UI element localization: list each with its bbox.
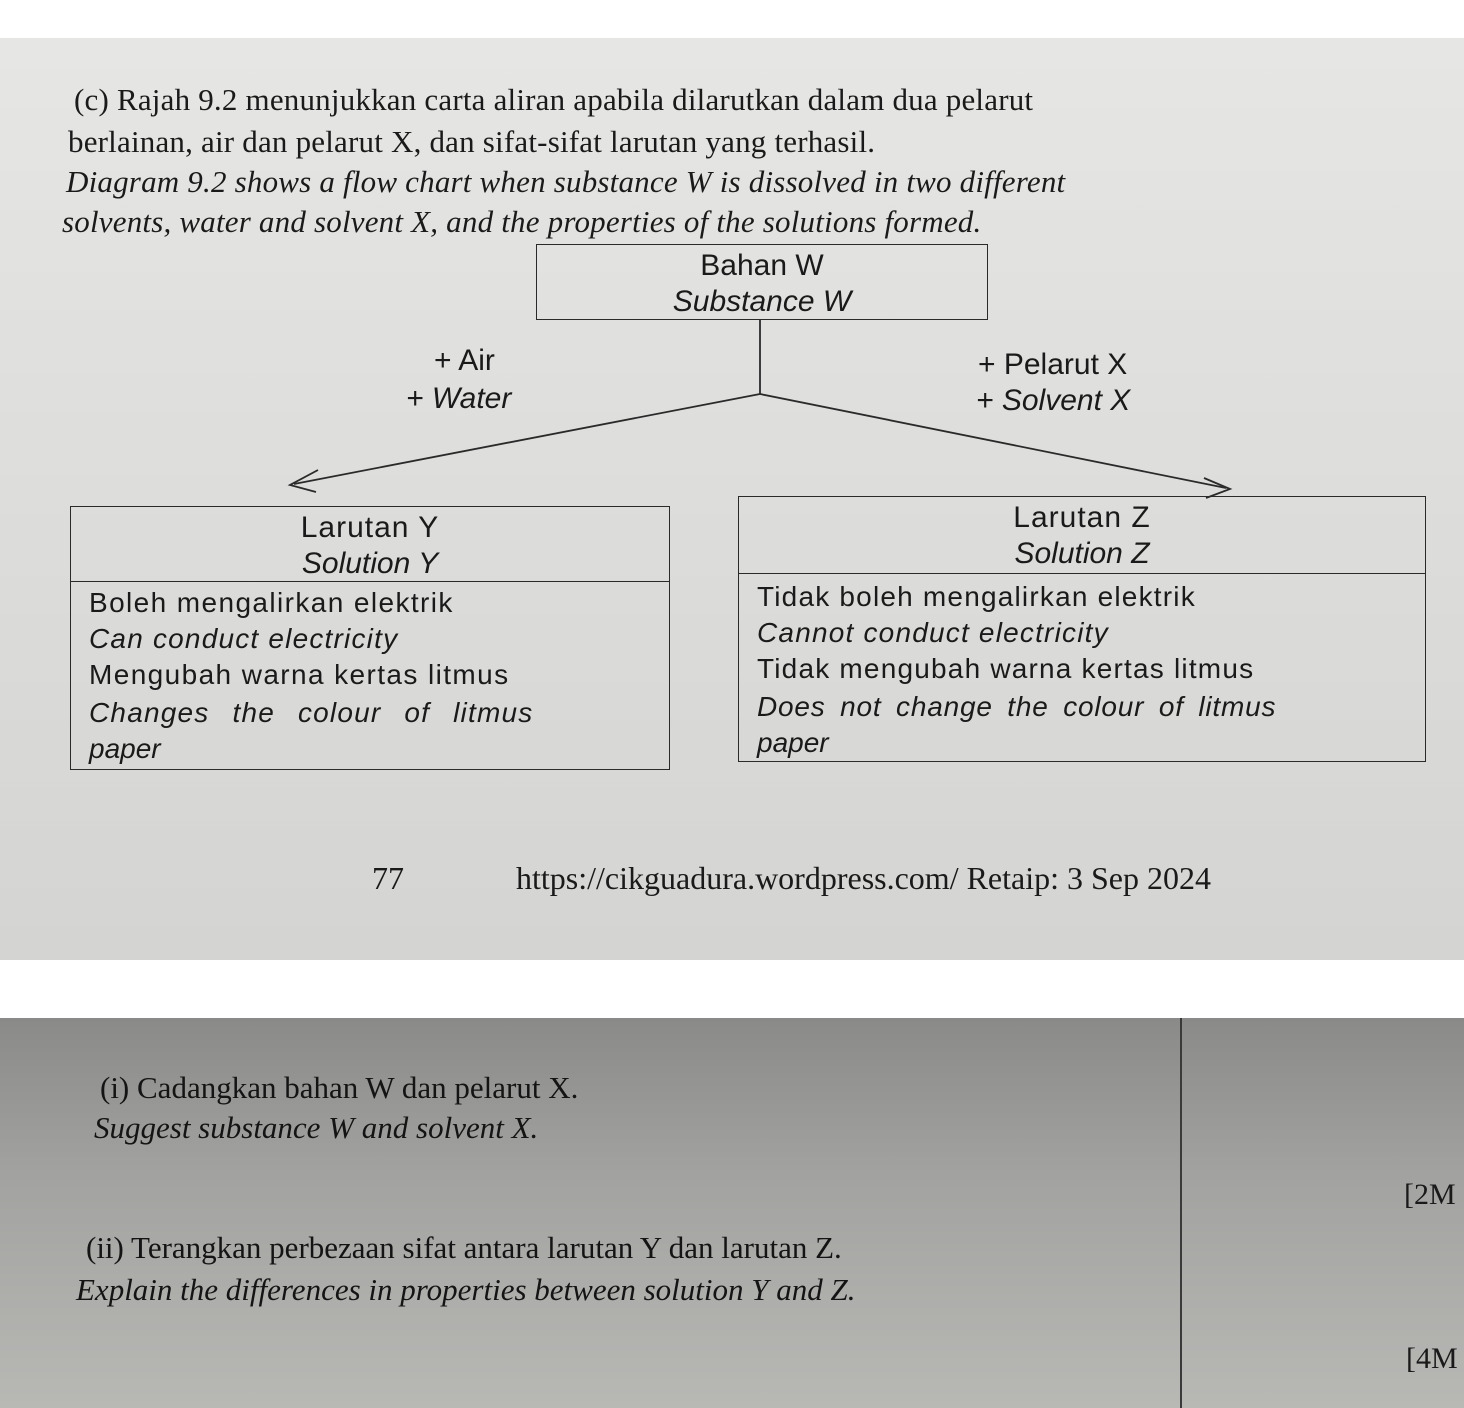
solution-y-malay: Larutan Y <box>300 511 440 544</box>
subquestion-1-english: Suggest substance W and solvent X. <box>94 1110 539 1145</box>
subquestions-page-photo <box>0 1018 1464 1408</box>
substance-w-malay: Bahan W <box>700 249 824 282</box>
solution-y-prop-2: Can conduct electricity <box>89 623 399 654</box>
subquestion-2-english: Explain the differences in properties between solution Y and Z. <box>76 1272 856 1307</box>
add-water-english: + Water <box>406 382 512 415</box>
page-number: 77 <box>372 860 404 896</box>
solution-z-malay: Larutan Z <box>1013 501 1151 534</box>
add-solvent-english: + Solvent X <box>976 384 1131 417</box>
solution-z-divider <box>739 573 1425 574</box>
source-footer: https://cikguadura.wordpress.com/ Retaip: 3 Sep 2024 <box>516 860 1211 896</box>
margin-rule <box>1180 1018 1182 1408</box>
solution-y-prop-3: Mengubah warna kertas litmus <box>89 659 510 690</box>
intro-malay-line-2: berlainan, air dan pelarut X, dan sifat-sifat larutan yang terhasil. <box>68 124 876 159</box>
solution-y-english: Solution Y <box>301 547 439 580</box>
intro-english-line-2: solvents, water and solvent X, and the properties of the solutions formed. <box>62 204 982 239</box>
solution-z-prop-5: paper <box>757 727 829 758</box>
intro-english-line-1: Diagram 9.2 shows a flow chart when substance W is dissolved in two different <box>66 164 1066 199</box>
solution-z-prop-2: Cannot conduct electricity <box>757 617 1109 648</box>
intro-malay-line-1: (c) Rajah 9.2 menunjukkan carta aliran apabila dilarutkan dalam dua pelarut <box>74 82 1034 117</box>
subquestion-1-marks: [2M <box>1404 1178 1456 1211</box>
subquestion-1-malay: (i) Cadangkan bahan W dan pelarut X. <box>100 1070 579 1105</box>
add-solvent-malay: + Pelarut X <box>978 348 1128 381</box>
add-water-malay: + Air <box>434 344 495 377</box>
solution-z-box <box>738 496 1426 762</box>
solution-y-prop-5: paper <box>89 733 161 764</box>
left-arrow-line <box>294 394 760 484</box>
solution-y-prop-4: Changes the colour of litmus <box>89 697 534 728</box>
solution-y-box <box>70 506 670 770</box>
solution-z-prop-1: Tidak boleh mengalirkan elektrik <box>757 581 1196 612</box>
solution-z-prop-4: Does not change the colour of litmus <box>757 691 1277 722</box>
solution-y-divider <box>71 581 669 582</box>
subquestion-2-malay: (ii) Terangkan perbezaan sifat antara larutan Y dan larutan Z. <box>86 1230 842 1265</box>
substance-w-english: Substance W <box>672 285 852 318</box>
question-page-photo <box>0 38 1464 960</box>
solution-y-prop-1: Boleh mengalirkan elektrik <box>89 587 454 618</box>
subquestion-2-marks: [4M <box>1406 1342 1458 1375</box>
right-arrowhead <box>1204 478 1230 498</box>
solution-z-prop-3: Tidak mengubah warna kertas litmus <box>757 653 1255 684</box>
solution-z-english: Solution Z <box>1014 537 1150 570</box>
